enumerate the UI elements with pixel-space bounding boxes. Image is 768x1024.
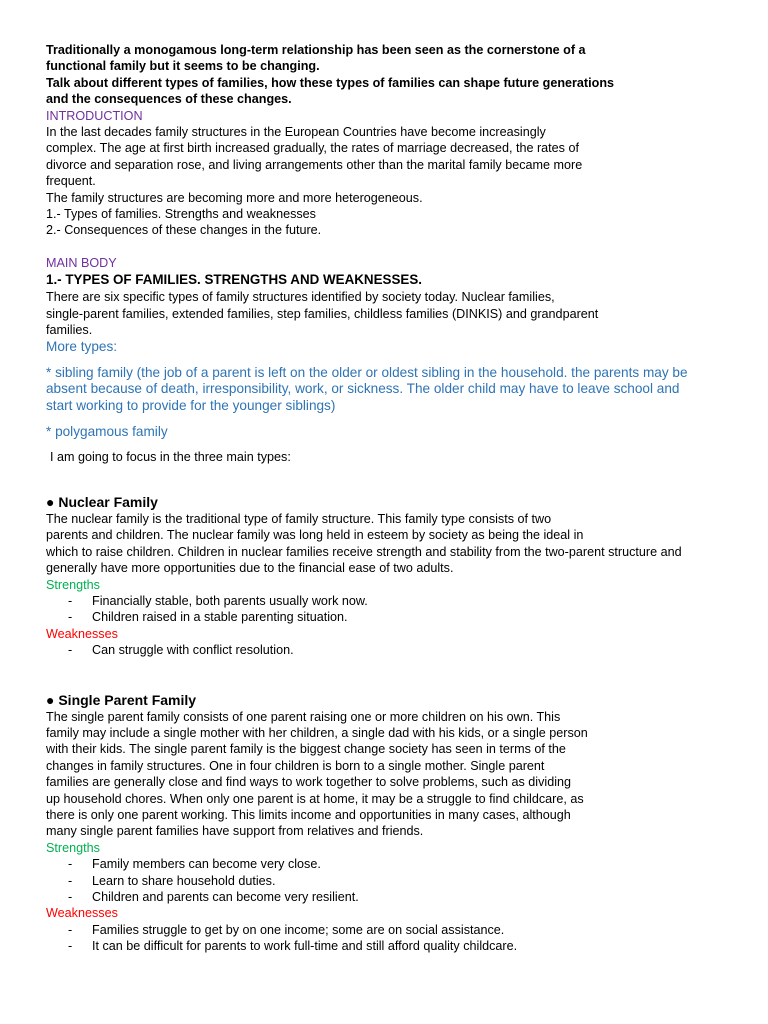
list-item bbox=[46, 922, 726, 938]
introduction-body bbox=[46, 124, 726, 239]
list-item-text: It can be difficult for parents to work full-time and still afford quality childcare. bbox=[92, 939, 518, 954]
spacer bbox=[46, 414, 726, 424]
dash-bullet: - bbox=[68, 643, 73, 658]
list-item-text: Children raised in a stable parenting situation. bbox=[92, 610, 348, 625]
dash-bullet: - bbox=[68, 593, 73, 608]
list-item bbox=[46, 642, 726, 658]
paragraph-line: parents and children. The nuclear family was long held in esteem by society as being the ideal in bbox=[46, 528, 584, 543]
strengths-label: Strengths bbox=[46, 577, 100, 592]
paragraph-line: There are six specific types of family structures identified by society today. Nuclear families, bbox=[46, 290, 555, 305]
paragraph-line: divorce and separation rose, and living arrangements other than the marital family became more bbox=[46, 157, 583, 172]
spacer bbox=[46, 441, 726, 449]
paragraph-line: family may include a single mother with her children, a single dad with his kids, or a single person bbox=[46, 726, 588, 740]
paragraph-line: The single parent family consists of one parent raising one or more children on his own. This bbox=[46, 709, 561, 724]
paragraph-line: with their kids. The single parent family is the biggest change society has seen in terms of the bbox=[46, 742, 566, 757]
paragraph-line: frequent. bbox=[46, 174, 96, 189]
paragraph-line: families are generally close and find ways to work together to solve problems, such as dividing bbox=[46, 775, 572, 790]
list-item-text: Families struggle to get by on one income; some are on social assistance. bbox=[92, 922, 505, 937]
section-title: 1.- TYPES OF FAMILIES. STRENGTHS AND WEAKNESSES. bbox=[46, 272, 422, 288]
document-page bbox=[46, 42, 726, 955]
sibling-family-note bbox=[46, 365, 726, 414]
paragraph-line: single-parent families, extended families, step families, childless families (DINKIS) and grandparent bbox=[46, 306, 599, 321]
spacer bbox=[46, 239, 726, 255]
paragraph-line: families. bbox=[46, 323, 93, 338]
list-item-text: Can struggle with conflict resolution. bbox=[92, 643, 294, 658]
paragraph-line: 1.- Types of families. Strengths and weaknesses bbox=[46, 207, 316, 222]
dash-bullet: - bbox=[68, 873, 73, 888]
dash-bullet: - bbox=[68, 939, 73, 954]
weaknesses-label: Weaknesses bbox=[46, 626, 118, 641]
essay-prompt bbox=[46, 42, 726, 108]
polygamous-family-note: * polygamous family bbox=[46, 424, 168, 440]
introduction-heading: INTRODUCTION bbox=[46, 108, 143, 123]
paragraph-line: which to raise children. Children in nuclear families receive strength and stability from the two-parent structure and bbox=[46, 544, 682, 559]
paragraph-line: The family structures are becoming more and more heterogeneous. bbox=[46, 190, 423, 205]
paragraph-line: complex. The age at first birth increased gradually, the rates of marriage decreased, the rates of bbox=[46, 141, 579, 156]
paragraph-line: The nuclear family is the traditional type of family structure. This family type consists of two bbox=[46, 511, 552, 526]
dash-bullet: - bbox=[68, 890, 73, 905]
types-paragraph bbox=[46, 289, 726, 338]
list-item bbox=[46, 593, 726, 609]
paragraph-line: 2.- Consequences of these changes in the future. bbox=[46, 223, 322, 238]
more-types-label: More types: bbox=[46, 338, 118, 354]
prompt-line: functional family but it seems to be changing. bbox=[46, 59, 320, 74]
prompt-line: Talk about different types of families, how these types of families can shape future generations bbox=[46, 75, 615, 90]
list-item bbox=[46, 938, 726, 954]
section-heading: ● Nuclear Family bbox=[46, 493, 158, 510]
list-item bbox=[46, 609, 726, 625]
dash-bullet: - bbox=[68, 610, 73, 625]
focus-line: I am going to focus in the three main types: bbox=[50, 449, 291, 464]
list-item bbox=[46, 889, 726, 905]
paragraph-line: In the last decades family structures in the European Countries have become increasingly bbox=[46, 125, 546, 140]
paragraph-line: * sibling family (the job of a parent is left on the older or oldest sibling in the household. the parents may be bbox=[46, 364, 688, 380]
list-item bbox=[46, 873, 726, 889]
paragraph-line: up household chores. When only one parent is at home, it may be a struggle to find childcare, as bbox=[46, 791, 584, 806]
list-item bbox=[46, 856, 726, 872]
section-heading: ● Single Parent Family bbox=[46, 691, 197, 708]
dash-bullet: - bbox=[68, 857, 73, 872]
paragraph-line: generally have more opportunities due to the financial ease of two adults. bbox=[46, 561, 454, 576]
paragraph-line: there is only one parent working. This limits income and opportunities in many cases, although bbox=[46, 808, 571, 823]
dash-bullet: - bbox=[68, 922, 73, 937]
spacer bbox=[46, 355, 726, 365]
list-item-text: Children and parents can become very resilient. bbox=[92, 890, 359, 905]
spacer bbox=[46, 659, 726, 691]
weaknesses-label: Weaknesses bbox=[46, 906, 118, 921]
paragraph-line: many single parent families have support from relatives and friends. bbox=[46, 824, 424, 839]
nuclear-family-section bbox=[46, 493, 726, 659]
list-item-text: Financially stable, both parents usually work now. bbox=[92, 593, 368, 608]
prompt-line: Traditionally a monogamous long-term relationship has been seen as the cornerstone of a bbox=[46, 43, 586, 57]
paragraph-line: start working to provide for the younger siblings) bbox=[46, 397, 336, 413]
paragraph-line: changes in family structures. One in four children is born to a single mother. Single parent bbox=[46, 758, 545, 773]
single-parent-family-section bbox=[46, 691, 726, 955]
list-item-text: Family members can become very close. bbox=[92, 857, 321, 872]
list-item-text: Learn to share household duties. bbox=[92, 873, 276, 888]
prompt-line: and the consequences of these changes. bbox=[46, 92, 292, 107]
main-body-heading: MAIN BODY bbox=[46, 255, 117, 270]
strengths-label: Strengths bbox=[46, 840, 100, 855]
paragraph-line: absent because of death, irresponsibility, work, or sickness. The older child may have to leave school and bbox=[46, 381, 680, 397]
spacer bbox=[46, 465, 726, 493]
